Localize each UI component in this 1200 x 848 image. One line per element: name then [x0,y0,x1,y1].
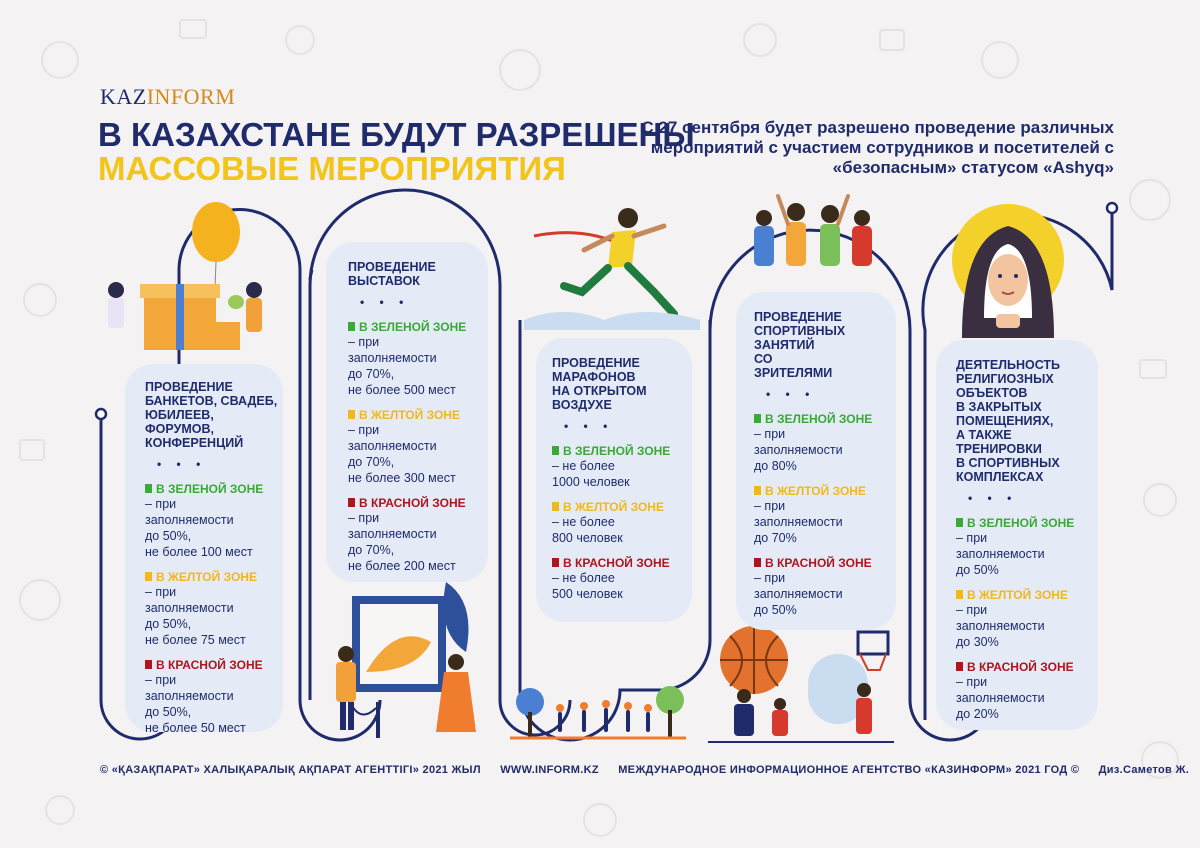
yellow-zone-detail: – при заполняемости до 30% [956,603,1045,649]
red-zone-label: В КРАСНОЙ ЗОНЕ [754,556,896,570]
footer-agency: МЕЖДУНАРОДНОЕ ИНФОРМАЦИОННОЕ АГЕНТСТВО «КАЗИНФОРМ» 2021 ГОД © [618,764,1080,776]
separator-dots: • • • [157,457,207,471]
separator-dots: • • • [968,491,1018,505]
yellow-zone-detail: – не более 800 человек [552,515,623,545]
card-marathons [536,338,692,622]
green-zone-detail: – при заполняемости до 50%, не более 100 мест [145,497,253,559]
footer-designer: Диз.Саметов Ж. [1098,764,1190,776]
green-zone-detail: – при заполняемости до 80% [754,427,843,473]
footer-website[interactable]: WWW.INFORM.KZ [500,764,599,776]
basketball-illustration [708,624,894,750]
card-heading: ПРОВЕДЕНИЕ БАНКЕТОВ, СВАДЕБ, ЮБИЛЕЕВ, ФОРУМОВ, КОНФЕРЕНЦИЙ [145,380,278,450]
red-zone-detail: – при заполняемости до 20% [956,675,1045,721]
green-zone-label: В ЗЕЛЕНОЙ ЗОНЕ [348,320,488,334]
green-zone-label: В ЗЕЛЕНОЙ ЗОНЕ [145,482,283,496]
red-zone-label: В КРАСНОЙ ЗОНЕ [956,660,1098,674]
runners-group-illustration [510,672,686,744]
yellow-zone-detail: – при заполняемости до 70%, не более 300 мест [348,423,456,485]
yellow-zone-label: В ЖЕЛТОЙ ЗОНЕ [956,588,1098,602]
red-zone-label: В КРАСНОЙ ЗОНЕ [348,496,488,510]
card-heading: ПРОВЕДЕНИЕ ВЫСТАВОК [348,260,436,288]
yellow-zone-label: В ЖЕЛТОЙ ЗОНЕ [552,500,692,514]
red-zone-detail: – при заполняемости до 50%, не более 50 мест [145,673,246,735]
yellow-zone-label: В ЖЕЛТОЙ ЗОНЕ [145,570,283,584]
yellow-zone-label: В ЖЕЛТОЙ ЗОНЕ [754,484,896,498]
yellow-zone-label: В ЖЕЛТОЙ ЗОНЕ [348,408,488,422]
title-line-1: В КАЗАХСТАНЕ БУДУТ РАЗРЕШЕНЫ [98,116,695,153]
separator-dots: • • • [564,419,614,433]
footer-copyright: © «ҚАЗАҚПАРАТ» ХАЛЫҚАРАЛЫҚ АҚПАРАТ АГЕНТТІГІ» 2021 ЖЫЛ [100,764,481,776]
card-sports-events [736,292,896,630]
separator-dots: • • • [360,295,410,309]
banquet-illustration [96,192,276,362]
card-exhibitions [326,242,488,582]
card-religious-objects [936,340,1098,730]
red-zone-label: В КРАСНОЙ ЗОНЕ [145,658,283,672]
marathon-runner-illustration [524,196,700,330]
card-banquets [125,364,283,735]
red-zone-detail: – при заполняемости до 50% [754,571,843,617]
yellow-zone-detail: – при заполняемости до 50%, не более 75 мест [145,585,246,647]
card-heading: ДЕЯТЕЛЬНОСТЬ РЕЛИГИОЗНЫХ ОБЪЕКТОВ В ЗАКРЫТЫХ ПОМЕЩЕНИЯХ, А ТАКЖЕ ТРЕНИРОВКИ В СПОРТИВНЫХ КОМПЛЕКСАХ [956,358,1061,484]
red-zone-label: В КРАСНОЙ ЗОНЕ [552,556,692,570]
green-zone-label: В ЗЕЛЕНОЙ ЗОНЕ [754,412,896,426]
yellow-zone-detail: – при заполняемости до 70% [754,499,843,545]
separator-dots: • • • [766,387,816,401]
kazinform-logo: KAZINFORM [100,84,236,109]
footer [100,764,1200,776]
green-zone-label: В ЗЕЛЕНОЙ ЗОНЕ [552,444,692,458]
exhibition-illustration [316,562,492,740]
religious-figure-illustration [948,198,1068,338]
card-heading: ПРОВЕДЕНИЕ МАРАФОНОВ НА ОТКРЫТОМ ВОЗДУХЕ [552,356,647,412]
subtitle: С 27 сентября будет разрешено проведение различных мероприятий с участием сотрудников и посетителей с «безопасным» статусом «Ashyq» [641,118,1114,177]
red-zone-detail: – при заполняемости до 70%, не более 200 мест [348,511,456,573]
green-zone-detail: – при заполняемости до 70%, не более 500 мест [348,335,456,397]
green-zone-detail: – не более 1000 человек [552,459,630,489]
title-line-2: МАССОВЫЕ МЕРОПРИЯТИЯ [98,150,566,187]
card-heading: ПРОВЕДЕНИЕ СПОРТИВНЫХ ЗАНЯТИЙ СО ЗРИТЕЛЯМИ [754,310,846,380]
fans-illustration [744,190,884,272]
red-zone-detail: – не более 500 человек [552,571,623,601]
green-zone-label: В ЗЕЛЕНОЙ ЗОНЕ [956,516,1098,530]
green-zone-detail: – при заполняемости до 50% [956,531,1045,577]
